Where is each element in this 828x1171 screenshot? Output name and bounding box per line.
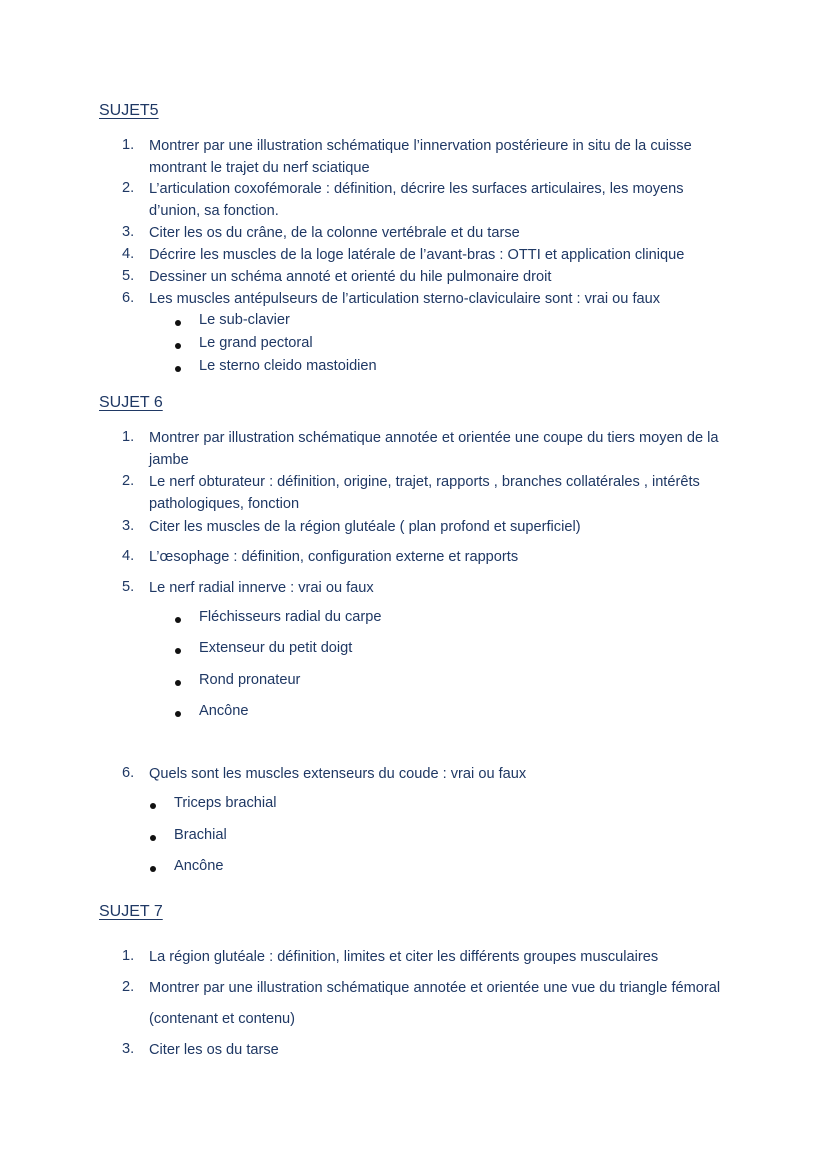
item-number: 2. xyxy=(122,180,135,196)
bullet-item: Brachial xyxy=(174,827,227,843)
bullet-icon xyxy=(175,617,181,623)
bullet-icon xyxy=(175,648,181,654)
bullet-icon xyxy=(175,320,181,326)
item-text: L’œsophage : définition, configuration externe et rapports xyxy=(149,549,519,565)
item-text: Le nerf radial innerve : vrai ou faux xyxy=(149,580,374,596)
bullet-item: Triceps brachial xyxy=(174,795,277,811)
sujet7-title: SUJET 7 xyxy=(99,903,163,920)
bullet-icon xyxy=(175,711,181,717)
bullet-item: Le grand pectoral xyxy=(199,335,313,351)
item-text: L’articulation coxofémorale : définition, décrire les surfaces articulaires, les moyens d’union, sa fonction. xyxy=(149,181,684,219)
item-text: Les muscles antépulseurs de l’articulation sterno-claviculaire sont : vrai ou faux xyxy=(149,291,661,307)
item-number: 2. xyxy=(122,473,135,489)
item-number: 6. xyxy=(122,765,135,781)
item-text: Citer les muscles de la région glutéale ( plan profond et superficiel) xyxy=(149,519,581,535)
bullet-item: Ancône xyxy=(199,703,249,719)
item-number: 3. xyxy=(122,224,135,240)
item-text: Le nerf obturateur : définition, origine, trajet, rapports , branches collatérales , intérêts pathologiques, fonction xyxy=(149,474,700,512)
bullet-icon xyxy=(150,803,156,809)
item-text: Dessiner un schéma annoté et orienté du hile pulmonaire droit xyxy=(149,269,552,285)
item-number: 5. xyxy=(122,268,135,284)
item-text: Montrer par illustration schématique annotée et orientée une coupe du tiers moyen de la jambe xyxy=(149,430,719,468)
sujet6-title: SUJET 6 xyxy=(99,394,163,411)
bullet-item: Fléchisseurs radial du carpe xyxy=(199,609,382,625)
bullet-item: Ancône xyxy=(174,858,224,874)
item-text: Montrer par une illustration schématique l’innervation postérieure in situ de la cuisse montrant le trajet du nerf sciatique xyxy=(149,138,692,176)
item-number: 1. xyxy=(122,429,135,445)
bullet-icon xyxy=(175,680,181,686)
item-text: Quels sont les muscles extenseurs du coude : vrai ou faux xyxy=(149,766,527,782)
item-number: 2. xyxy=(122,979,135,995)
bullet-icon xyxy=(150,866,156,872)
item-number: 5. xyxy=(122,579,135,595)
item-number: 4. xyxy=(122,548,135,564)
item-number: 1. xyxy=(122,137,135,153)
item-text: La région glutéale : définition, limites et citer les différents groupes musculaires xyxy=(149,949,659,965)
item-number: 6. xyxy=(122,290,135,306)
bullet-icon xyxy=(175,343,181,349)
bullet-item: Extenseur du petit doigt xyxy=(199,640,353,656)
item-number: 4. xyxy=(122,246,135,262)
item-text: Montrer par une illustration schématique annotée et orientée une vue du triangle fémoral (contenant et contenu) xyxy=(149,980,721,1027)
bullet-item: Rond pronateur xyxy=(199,672,301,688)
item-number: 3. xyxy=(122,518,135,534)
bullet-icon xyxy=(150,835,156,841)
sujet5-title: SUJET5 xyxy=(99,102,159,119)
bullet-item: Le sterno cleido mastoidien xyxy=(199,358,377,374)
item-number: 1. xyxy=(122,948,135,964)
item-text: Décrire les muscles de la loge latérale de l’avant-bras : OTTI et application clinique xyxy=(149,247,685,263)
bullet-icon xyxy=(175,366,181,372)
item-text: Citer les os du tarse xyxy=(149,1042,279,1058)
item-text: Citer les os du crâne, de la colonne vertébrale et du tarse xyxy=(149,225,520,241)
bullet-item: Le sub-clavier xyxy=(199,312,290,328)
item-number: 3. xyxy=(122,1041,135,1057)
